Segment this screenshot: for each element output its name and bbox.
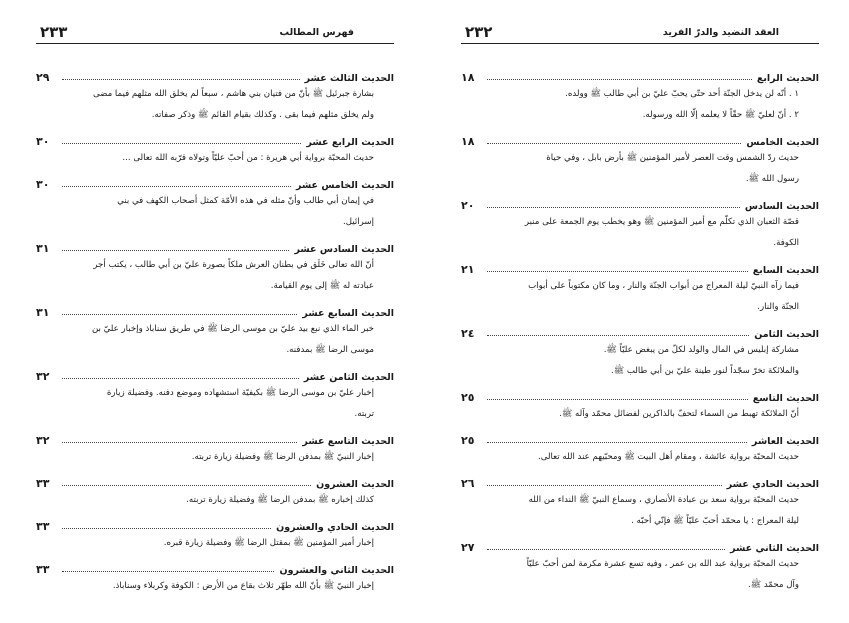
toc-entry-heading: [461, 468, 819, 490]
toc-entry-heading: [36, 511, 394, 533]
entry-description: حديث المحبّة برواية عبد الله بن عمر ، وفيه تسع عشرة مكرمة لمن أحبّ عليّاً: [526, 559, 799, 569]
entry-title: الحديث السابع: [750, 265, 819, 276]
toc-entry-heading: [461, 382, 819, 404]
toc-entry-heading: [461, 62, 819, 84]
entry-page-number: ١٨: [461, 135, 475, 148]
entry-description: حديث المحبّة برواية عائشة ، ومقام أهل البيت ﷺ ومحبّيهم عند الله تعالى.: [537, 452, 799, 462]
toc-entry-heading: [36, 425, 394, 447]
dot-leader: [62, 528, 271, 529]
page-number: ٢٣٢: [465, 23, 493, 41]
entry-description: والملائكة تخرّ سجّداً لنور طينة عليّ بن أبي طالب ﷺ.: [611, 366, 799, 376]
entry-description: عبادته له ﷺ إلى يوم القيامة.: [270, 281, 374, 291]
toc-entry: [36, 297, 394, 361]
entry-page-number: ٣٢: [36, 434, 50, 447]
entry-title: الحديث العاشر: [749, 436, 819, 447]
entry-page-number: ٢٧: [461, 541, 475, 554]
entry-title: الحديث السابع عشر: [299, 308, 394, 319]
toc-entry: [36, 169, 394, 233]
dot-leader: [62, 571, 274, 572]
entry-page-number: ٢٥: [461, 434, 475, 447]
entry-description: قصّة الثعبان الذي تكلّم مع أمير المؤمنين ﷺ وهو يخطب يوم الجمعة على منبر: [524, 217, 799, 227]
dot-leader: [487, 549, 725, 550]
entry-title: الحديث الحادي والعشرون: [273, 522, 394, 533]
entry-page-number: ٣٣: [36, 520, 50, 533]
toc-entry: [36, 511, 394, 554]
toc-entry-heading: [36, 126, 394, 148]
toc-entry-heading: [36, 62, 394, 84]
entry-page-number: ٢٥: [461, 391, 475, 404]
entry-description: كذلك إخباره ﷺ بمدفن الرضا ﷺ وفضيلة زيارة تربته.: [186, 495, 374, 505]
entry-title: الحديث العشرون: [313, 479, 394, 490]
right-page: [425, 0, 849, 623]
entry-description: خبر الماء الذي نبع بيد عليّ بن موسى الرضا ﷺ في طريق سناباذ وإخبار عليّ بن: [91, 324, 374, 334]
entry-title: الحديث الثالث عشر: [302, 73, 394, 84]
entry-description: إسرائيل.: [343, 217, 374, 227]
entry-description: إخبار عليّ بن موسى الرضا ﷺ بكيفيّة استشهاده وموضع دفنه. وفضيلة زيارة: [106, 388, 374, 398]
toc-entry: [461, 190, 819, 254]
entry-title: الحديث الثامن: [751, 329, 819, 340]
dot-leader: [487, 399, 748, 400]
entry-title: الحديث السادس: [742, 201, 819, 212]
toc-entry-heading: [36, 468, 394, 490]
toc-entry: [461, 126, 819, 190]
toc-entry-heading: [36, 169, 394, 191]
entry-title: الحديث التاسع: [750, 393, 819, 404]
dot-leader: [487, 442, 747, 443]
toc-entry: [461, 254, 819, 318]
entry-description: في إيمان أبي طالب وأنّ مثله في هذه الأمّة كمثل أصحاب الكهف في بني: [117, 196, 374, 206]
page-header: [461, 25, 819, 44]
entry-title: الحديث الثاني عشر: [727, 543, 819, 554]
toc-entry: [461, 532, 819, 596]
dot-leader: [487, 335, 749, 336]
toc-entry: [461, 468, 819, 532]
entry-page-number: ٢١: [461, 263, 475, 276]
left-page: [0, 0, 424, 623]
entry-page-number: ٣٠: [36, 178, 50, 191]
toc-entry: [36, 126, 394, 169]
entry-description: الكوفة.: [773, 238, 799, 248]
dot-leader: [487, 485, 722, 486]
entry-description: إخبار النبيّ ﷺ بمدفن الرضا ﷺ وفضيلة زيارة تربته.: [191, 452, 374, 462]
toc-entry: [36, 425, 394, 468]
entry-title: الحديث التاسع عشر: [299, 436, 394, 447]
entry-page-number: ٢٠: [461, 199, 475, 212]
entry-page-number: ٢٩: [36, 71, 50, 84]
entry-page-number: ٣٠: [36, 135, 50, 148]
toc-entry-heading: [36, 361, 394, 383]
entry-description: الجنّة والنار.: [757, 302, 799, 312]
toc-entry-heading: [461, 532, 819, 554]
entry-description: وآل محمّد ﷺ.: [748, 580, 799, 590]
entry-page-number: ٣٣: [36, 563, 50, 576]
toc-entry: [36, 554, 394, 597]
toc-entry-heading: [461, 126, 819, 148]
toc-entry-heading: [36, 297, 394, 319]
entry-title: الحديث الرابع: [754, 73, 819, 84]
entry-description: موسى الرضا ﷺ بمدفنه.: [286, 345, 374, 355]
dot-leader: [62, 442, 297, 443]
toc-entry-heading: [36, 233, 394, 255]
entry-page-number: ٣٣: [36, 477, 50, 490]
entry-title: الحديث الثامن عشر: [301, 372, 394, 383]
toc-entry-heading: [461, 190, 819, 212]
dot-leader: [62, 79, 300, 80]
entry-title: الحديث الرابع عشر: [303, 137, 394, 148]
entry-description: أنّ الله تعالى خَلَق في بطنان العرش ملكاً بصورة عليّ بن أبي طالب ، يكتب أجر: [93, 260, 374, 270]
entry-title: الحديث الخامس عشر: [293, 180, 394, 191]
toc-entry: [461, 425, 819, 468]
entry-page-number: ٢٦: [461, 477, 475, 490]
dot-leader: [487, 79, 752, 80]
entry-description: ولم يخلق مثلهم فيما بقى . وكذلك بقيام القائم ﷺ وذكر صفاته.: [151, 110, 374, 120]
dot-leader: [487, 271, 748, 272]
entry-description: رسول الله ﷺ.: [745, 174, 799, 184]
entry-page-number: ٣١: [36, 242, 50, 255]
entry-title: الحديث الثاني والعشرون: [276, 565, 394, 576]
entry-page-number: ٣٢: [36, 370, 50, 383]
entry-page-number: ٣١: [36, 306, 50, 319]
entry-page-number: ١٨: [461, 71, 475, 84]
running-title: فهرس المطالب: [279, 27, 354, 38]
entry-title: الحديث الحادي عشر: [724, 479, 819, 490]
entry-title: الحديث الخامس: [743, 137, 819, 148]
entry-description: ليلة المعراج : يا محمّد أحبّ عليّاً ﷺ فإنّي أحبّه .: [631, 516, 799, 526]
toc-entry: [461, 318, 819, 382]
entry-description: بشارة جبرئيل ﷺ بأنّ من فتيان بني هاشم ، سبعاً لم يخلق الله مثلهم فيما مضى: [92, 89, 374, 99]
entry-page-number: ٢٤: [461, 327, 475, 340]
dot-leader: [62, 250, 289, 251]
dot-leader: [62, 314, 297, 315]
running-title: العقد النضيد والدرّ الفريد: [662, 27, 779, 38]
toc-entry: [36, 468, 394, 511]
entry-description: ١ . أنّه لن يدخل الجنّة أحد حتّى يحبّ عليّ بن أبي طالب ﷺ وولده.: [565, 89, 799, 99]
toc-entry: [461, 382, 819, 425]
entry-description: حديث ردّ الشمس وقت العصر لأمير المؤمنين ﷺ بأرض بابل ، وفي حياة: [546, 153, 799, 163]
page-header: [36, 25, 394, 44]
entry-description: إخبار أمير المؤمنين ﷺ بمقتل الرضا ﷺ وفضيلة زيارة قبره.: [163, 538, 374, 548]
toc-list: [461, 62, 819, 596]
toc-entry: [36, 233, 394, 297]
page-number: ٢٣٣: [40, 23, 68, 41]
entry-description: حديث المحبّة برواية أبي هريرة : من أحبّ عليّاً وتولاه قرّبه الله تعالى ...: [122, 153, 374, 163]
dot-leader: [62, 485, 311, 486]
toc-entry-heading: [461, 254, 819, 276]
dot-leader: [62, 143, 301, 144]
entry-description: أنّ الملائكة تهبط من السماء لتحفّ بالذاكرين لفضائل محمّد وآله ﷺ.: [559, 409, 799, 419]
entry-description: فيما رآه النبيّ ليلة المعراج من أبواب الجنّة والنار ، وما كان مكتوباً على أبواب: [528, 281, 799, 291]
entry-description: حديث المحبّة برواية سعد بن عبادة الأنصاري ، وسماع النبيّ ﷺ النداء من الله: [528, 495, 799, 505]
entry-description: ٢ . أنّ لعليّ ﷺ حقّاً لا يعلمه إلّا الله ورسوله.: [642, 110, 799, 120]
dot-leader: [487, 143, 741, 144]
toc-entry: [36, 62, 394, 126]
toc-entry: [36, 361, 394, 425]
entry-title: الحديث السادس عشر: [291, 244, 394, 255]
toc-entry-heading: [36, 554, 394, 576]
toc-entry: [461, 62, 819, 126]
toc-entry-heading: [461, 425, 819, 447]
dot-leader: [62, 378, 299, 379]
toc-list: [36, 62, 394, 597]
entry-description: مشاركة إبليس في المال والولد لكلّ من يبغض عليّاً ﷺ.: [603, 345, 799, 355]
entry-description: إخبار النبيّ ﷺ بأنّ الله طهّر ثلاث بقاع من الأرض : الكوفة وكربلاء وسناباذ.: [112, 581, 374, 591]
dot-leader: [487, 207, 740, 208]
toc-entry-heading: [461, 318, 819, 340]
entry-description: تربته.: [354, 409, 374, 419]
dot-leader: [62, 186, 291, 187]
